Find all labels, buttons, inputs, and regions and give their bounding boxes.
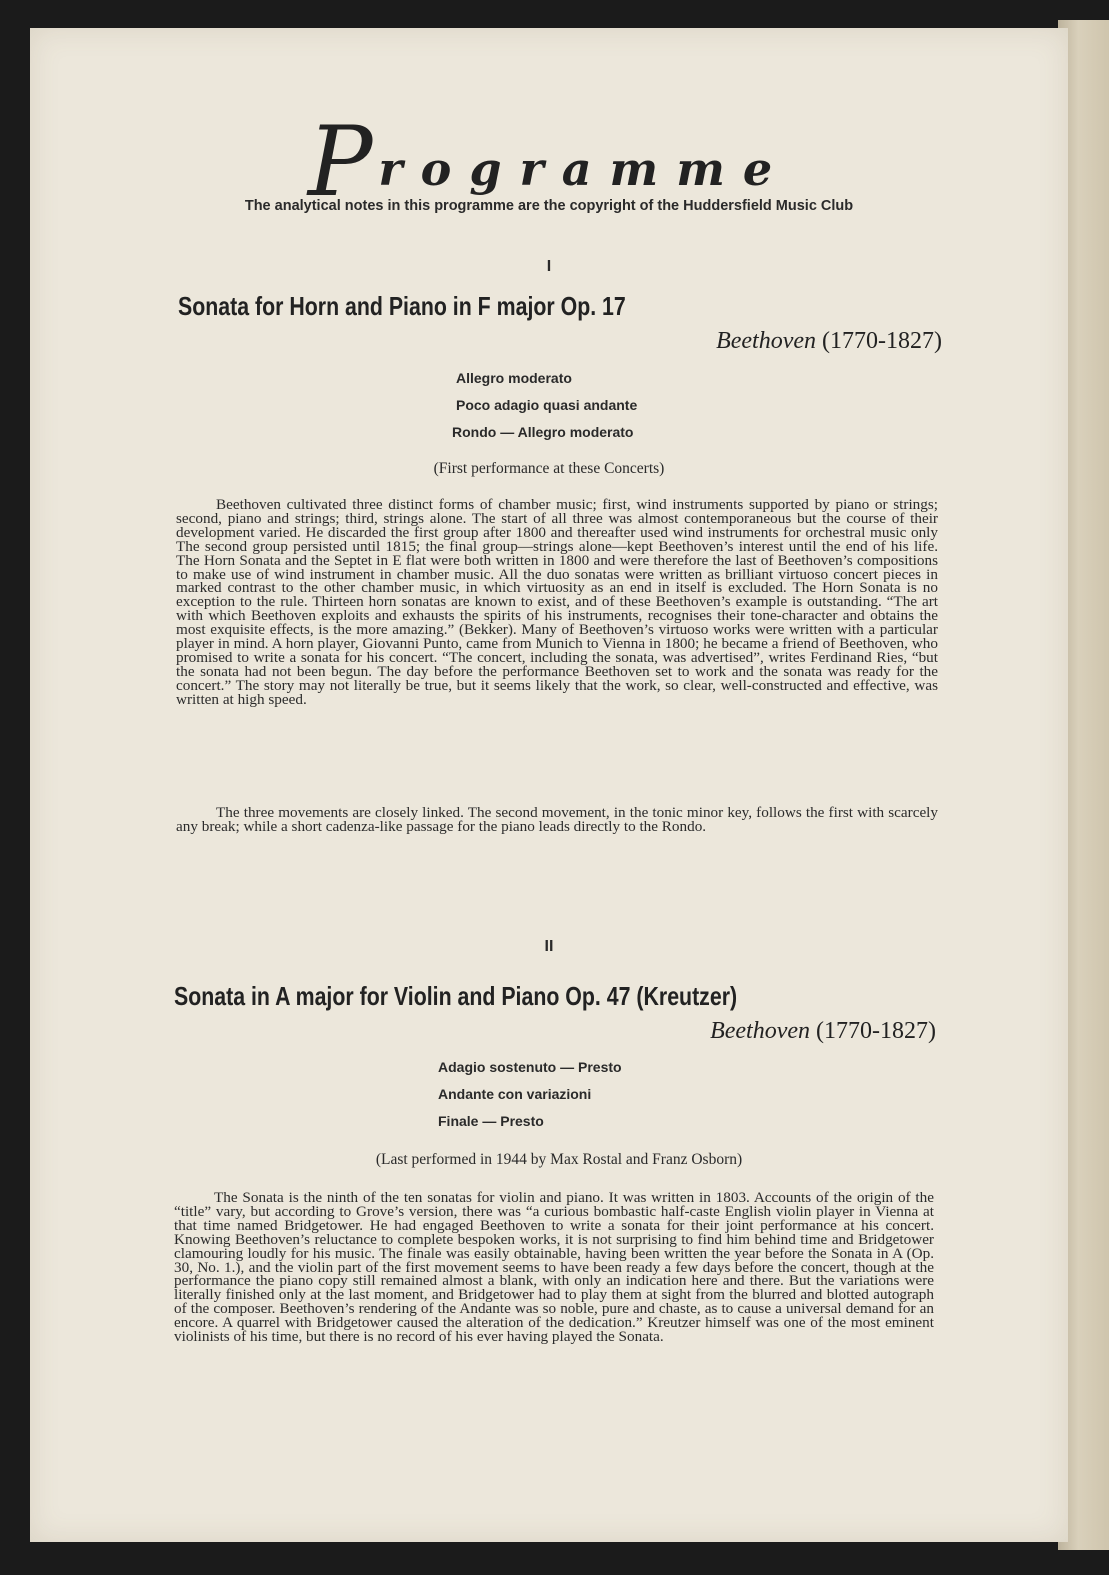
programme-page bbox=[30, 28, 1068, 1542]
work-1-composer bbox=[716, 328, 942, 355]
work-1-paragraph-2: The three movements are closely linked. The second movement, in the tonic minor key, follows the first with scarcely any break; while a short cadenza-like passage for the piano leads directly to the Rondo. bbox=[176, 804, 938, 835]
work-1-composer-dates: (1770-1827) bbox=[822, 328, 942, 354]
work-1-title: Sonata for Horn and Piano in F major Op. 17 bbox=[178, 291, 626, 321]
work-2-title: Sonata in A major for Violin and Piano Op. 47 (Kreutzer) bbox=[174, 981, 738, 1011]
movement-item: Finale — Presto bbox=[438, 1113, 544, 1129]
work-2-composer bbox=[710, 1018, 936, 1045]
work-2-composer-name: Beethoven bbox=[710, 1018, 811, 1044]
title-rest: rogramme bbox=[378, 142, 791, 196]
movement-item: Andante con variazioni bbox=[438, 1086, 592, 1102]
movement-item: Adagio sostenuto — Presto bbox=[438, 1059, 622, 1075]
work-1-performance-note: (First performance at these Concerts) bbox=[433, 460, 665, 477]
copyright-note: The analytical notes in this programme are the copyright of the Huddersfield Music Club bbox=[244, 198, 854, 214]
title-initial: P bbox=[307, 106, 379, 218]
work-2-movements bbox=[30, 1054, 1068, 1135]
work-1-movements bbox=[30, 365, 1068, 446]
movement-item: Poco adagio quasi andante bbox=[456, 397, 638, 413]
work-1-numeral: I bbox=[546, 258, 552, 275]
work-1-paragraph-1: Beethoven cultivated three distinct forms of chamber music; first, wind instruments supported by piano or strings; second, piano and strings; third, strings alone. The start of all three was almost contemporaneous but the course of their development varied. He discarded the first group after 1800 and thereafter used wind instruments for orchestral music only The second group persisted until 1815; the final group—strings alone—kept Beethoven’s interest until the end of his life. The Horn Sonata and the Septet in E flat were both written in 1800 and were therefore the last of Beethoven’s compositions to make use of wind instrument in chamber music. All the duo sonatas were written as brilliant virtuoso concert pieces in marked contrast to the other chamber music, in which virtuosity as an end in itself is excluded. The Horn Sonata is no exception to the rule. Thirteen horn sonatas are known to exist, and of these Beethoven’s example is outstanding. “The art with which Beethoven exploits and exhausts the spirits of his instruments, recognises their tone-character and obtains the most exquisite effects, is the more amazing.” (Bekker). Many of Beethoven’s virtuoso works were written with a particular player in mind. A horn player, Giovanni Punto, came from Munich to Vienna in 1800; he became a friend of Beethoven, who promised to write a sonata for his concert. “The concert, including the sonata, was advertised”, writes Ferdinand Ries, “but the sonata had not been begun. The day before the performance Beethoven set to work and the sonata was ready for the concert.” The story may not literally be true, but it seems likely that the work, so clear, well-constructed and effective, was written at high speed. bbox=[176, 496, 938, 708]
movement-item: Rondo — Allegro moderato bbox=[452, 424, 634, 440]
work-2-numeral: II bbox=[544, 938, 554, 955]
work-2-performance-note: (Last performed in 1944 by Max Rostal and Franz Osborn) bbox=[375, 1151, 743, 1168]
work-2-composer-dates: (1770-1827) bbox=[816, 1018, 936, 1044]
work-2-paragraph-1: The Sonata is the ninth of the ten sonatas for violin and piano. It was written in 1803. Accounts of the origin of the “title” vary, but according to Grove’s version, there was “a curious bombastic half-caste English violin player in Vienna at that time named Bridgetower. He had engaged Beethoven to write a sonata for their joint performance at his concert. Knowing Beethoven’s reluctance to complete bespoken works, it is not surprising to find him behind time and Bridgetower clamouring loudly for his music. The finale was easily obtainable, having been written the year before the Sonata in A (Op. 30, No. 1.), and the violin part of the first movement seems to have been ready a few days before the concert, though at the performance the piano copy still remained almost a blank, with only an indication here and there. But the variations were literally finished only at the last moment, and Bridgetower had to play them at sight from the blurred and blotted autograph of the composer. Beethoven’s rendering of the Andante was so noble, pure and chaste, as to cause a universal demand for an encore. A quarrel with Bridgetower caused the alteration of the dedication.” Kreutzer himself was one of the most eminent violinists of his time, but there is no record of his ever having played the Sonata. bbox=[174, 1189, 934, 1346]
work-1-composer-name: Beethoven bbox=[716, 328, 817, 354]
movement-item: Allegro moderato bbox=[456, 370, 572, 386]
